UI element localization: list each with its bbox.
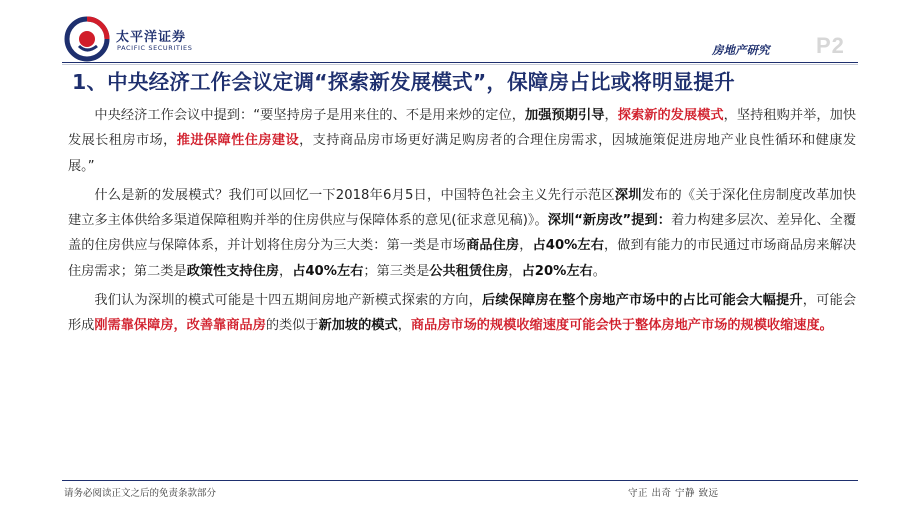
text-run: ， bbox=[279, 263, 293, 279]
paragraph bbox=[68, 288, 856, 339]
highlight-red-text: 商品房市场的规模收缩速度可能会快于整体房地产市场的规模收缩速度。 bbox=[410, 318, 833, 334]
body-text bbox=[68, 103, 856, 343]
footer-motto: 守正 出奇 宁静 致远 bbox=[628, 488, 719, 499]
text-run: 的类似于 bbox=[265, 318, 319, 334]
text-run: 中央经济工作会议中提到：“要坚持房子是用来住的、不是用来炒的定位， bbox=[94, 108, 526, 123]
text-run: ，可能会形成 bbox=[68, 293, 857, 334]
bold-text: 公共租赁住房 bbox=[429, 263, 509, 279]
paragraph bbox=[68, 183, 856, 284]
bold-text: 占40%左右 bbox=[292, 263, 364, 279]
text-run: 发布的《关于深化住房制度改革加快建立多主体供给多渠道保障租购并举的住房供应与保障体系的意见(征求意见稿)》。 bbox=[68, 187, 857, 229]
text-run: ， bbox=[508, 263, 522, 279]
bold-text: 深圳 bbox=[614, 187, 642, 203]
highlight-red-text: 刚需靠保障房，改善靠商品房 bbox=[94, 318, 266, 334]
highlight-red-text: 推进保障性住房建设 bbox=[176, 133, 300, 149]
text-run: ，支持商品房市场更好满足购房者的合理住房需求，因城施策促进房地产业良性循环和健康发展。” bbox=[68, 133, 857, 174]
highlight-red-text: 探索新的发展模式 bbox=[617, 108, 724, 123]
page-number: P2 bbox=[816, 33, 845, 58]
header-divider bbox=[62, 62, 858, 63]
text-run: ， bbox=[519, 238, 533, 254]
pacific-securities-logo-icon bbox=[64, 16, 110, 62]
bold-text: 商品住房 bbox=[466, 238, 520, 254]
footer-disclaimer: 请务必阅读正文之后的免责条款部分 bbox=[64, 488, 217, 499]
logo-cn-text: 太平洋证券 bbox=[116, 30, 187, 45]
logo-en-text: PACIFIC SECURITIES bbox=[117, 44, 193, 52]
text-run: ， bbox=[397, 318, 411, 334]
bold-text: 后续保障房在整个房地产市场中的占比可能会大幅提升 bbox=[481, 293, 803, 309]
text-run: 我们认为深圳的模式可能是十四五期间房地产新模式探索的方向， bbox=[94, 293, 482, 309]
page-title: 1、中央经济工作会议定调“探索新发展模式”，保障房占比或将明显提升 bbox=[72, 70, 735, 94]
footer-divider bbox=[62, 480, 858, 481]
bold-text: 政策性支持住房 bbox=[186, 263, 279, 279]
text-run: ；第三类是 bbox=[363, 263, 430, 279]
text-run: ，做到有能力的市民通过市场商品房来解决住房需求；第二类是 bbox=[68, 238, 857, 279]
section-label: 房地产研究 bbox=[712, 43, 770, 57]
bold-text: 新加坡的模式 bbox=[318, 318, 398, 334]
text-run: 。 bbox=[592, 263, 606, 279]
text-run: ， bbox=[604, 108, 618, 123]
bold-text: 占20%左右 bbox=[521, 263, 593, 279]
bold-text: 深圳“新房改”提到： bbox=[547, 213, 671, 229]
text-run: 着力构建多层次、差异化、全覆盖的住房供应与保障体系，并计划将住房分为三大类：第一类是市场 bbox=[68, 213, 857, 254]
text-run: 什么是新的发展模式？我们可以回忆一下2018年6月5日，中国特色社会主义先行示范区 bbox=[94, 187, 615, 203]
bold-text: 占40%左右 bbox=[532, 238, 604, 254]
paragraph bbox=[68, 103, 856, 179]
text-run: ，坚持租购并举，加快发展长租房市场， bbox=[68, 108, 857, 149]
company-logo bbox=[64, 14, 194, 62]
bold-text: 加强预期引导 bbox=[525, 108, 605, 123]
